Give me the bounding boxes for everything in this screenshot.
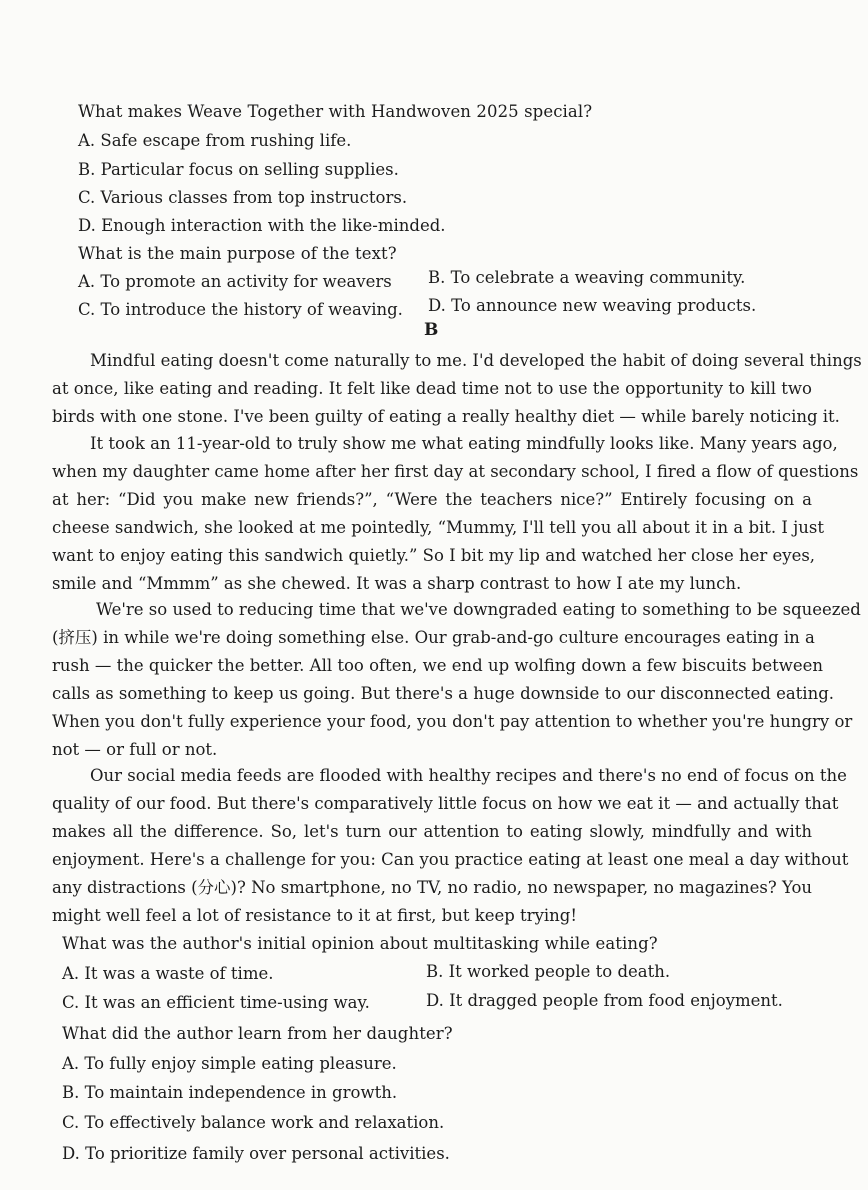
q4-option-c: C. To effectively balance work and relaxation.: [62, 1113, 445, 1132]
passage-line: any distractions (分心)? No smartphone, no TV, no radio, no newspaper, no magazines? You: [52, 878, 812, 897]
passage-paragraph-3: [52, 596, 861, 764]
q2-option-b: B. To celebrate a weaving community.: [428, 268, 746, 287]
passage-line: Mindful eating doesn't come naturally to me. I'd developed the habit of doing several things: [90, 351, 862, 370]
q3-option-b: B. It worked people to death.: [426, 962, 671, 981]
passage-line: when my daughter came home after her first day at secondary school, I fired a flow of questions: [52, 462, 859, 481]
passage-line: want to enjoy eating this sandwich quietly.” So I bit my lip and watched her close her eyes,: [52, 546, 816, 565]
q3-option-c: C. It was an efficient time-using way.: [62, 993, 370, 1012]
passage-line: might well feel a lot of resistance to it at first, but keep trying!: [52, 906, 577, 925]
passage-line: at once, like eating and reading. It felt like dead time not to use the opportunity to kill two: [52, 379, 812, 398]
q2-option-a: A. To promote an activity for weavers: [78, 272, 392, 291]
q1-option-d: D. Enough interaction with the like-minded.: [78, 216, 446, 235]
passage-line: birds with one stone. I've been guilty of eating a really healthy diet — while barely noticing it.: [52, 407, 840, 426]
q4-stem: What did the author learn from her daughter?: [62, 1024, 453, 1043]
passage-line: It took an 11-year-old to truly show me what eating mindfully looks like. Many years ago,: [90, 434, 838, 453]
passage-line: not — or full or not.: [52, 740, 218, 759]
passage-line: rush — the quicker the better. All too often, we end up wolfing down a few biscuits between: [52, 656, 824, 675]
q4-option-b: B. To maintain independence in growth.: [62, 1083, 398, 1102]
section-label: B: [424, 320, 439, 340]
passage-paragraph-4: [52, 762, 849, 930]
passage-line: makes all the difference. So, let's turn our attention to eating slowly, mindfully and with: [52, 822, 812, 841]
passage-line: smile and “Mmmm” as she chewed. It was a sharp contrast to how I ate my lunch.: [52, 574, 742, 593]
q1-stem: What makes Weave Together with Handwoven 2025 special?: [78, 102, 593, 121]
passage-line: calls as something to keep us going. But there's a huge downside to our disconnected eating.: [52, 684, 835, 703]
passage-paragraph-2: [52, 430, 859, 598]
passage-paragraph-1: [52, 347, 862, 431]
passage-line: cheese sandwich, she looked at me pointedly, “Mummy, I'll tell you all about it in a bit. I just: [52, 518, 825, 537]
passage-line: at her: “Did you make new friends?”, “Were the teachers nice?” Entirely focusing on a: [52, 490, 812, 509]
q3-stem: What was the author's initial opinion about multitasking while eating?: [62, 934, 658, 953]
passage-line: We're so used to reducing time that we've downgraded eating to something to be squeezed: [96, 600, 861, 619]
q2-option-c: C. To introduce the history of weaving.: [78, 300, 403, 319]
passage-line: quality of our food. But there's comparatively little focus on how we eat it — and actually that: [52, 794, 839, 813]
q4-option-a: A. To fully enjoy simple eating pleasure.: [62, 1054, 397, 1073]
q1-option-b: B. Particular focus on selling supplies.: [78, 160, 399, 179]
q1-option-c: C. Various classes from top instructors.: [78, 188, 408, 207]
q3-option-a: A. It was a waste of time.: [62, 964, 274, 983]
q2-option-d: D. To announce new weaving products.: [428, 296, 757, 315]
passage-line: When you don't fully experience your food, you don't pay attention to whether you're hungry or: [52, 712, 853, 731]
q2-stem: What is the main purpose of the text?: [78, 244, 397, 263]
passage-line: Our social media feeds are flooded with healthy recipes and there's no end of focus on the: [90, 766, 847, 785]
q4-option-d: D. To prioritize family over personal activities.: [62, 1144, 450, 1163]
q3-option-d: D. It dragged people from food enjoyment.: [426, 991, 783, 1010]
passage-line: (挤压) in while we're doing something else. Our grab-and-go culture encourages eating in a: [52, 628, 815, 647]
passage-line: enjoyment. Here's a challenge for you: Can you practice eating at least one meal a day without: [52, 850, 849, 869]
q1-option-a: A. Safe escape from rushing life.: [78, 131, 352, 150]
